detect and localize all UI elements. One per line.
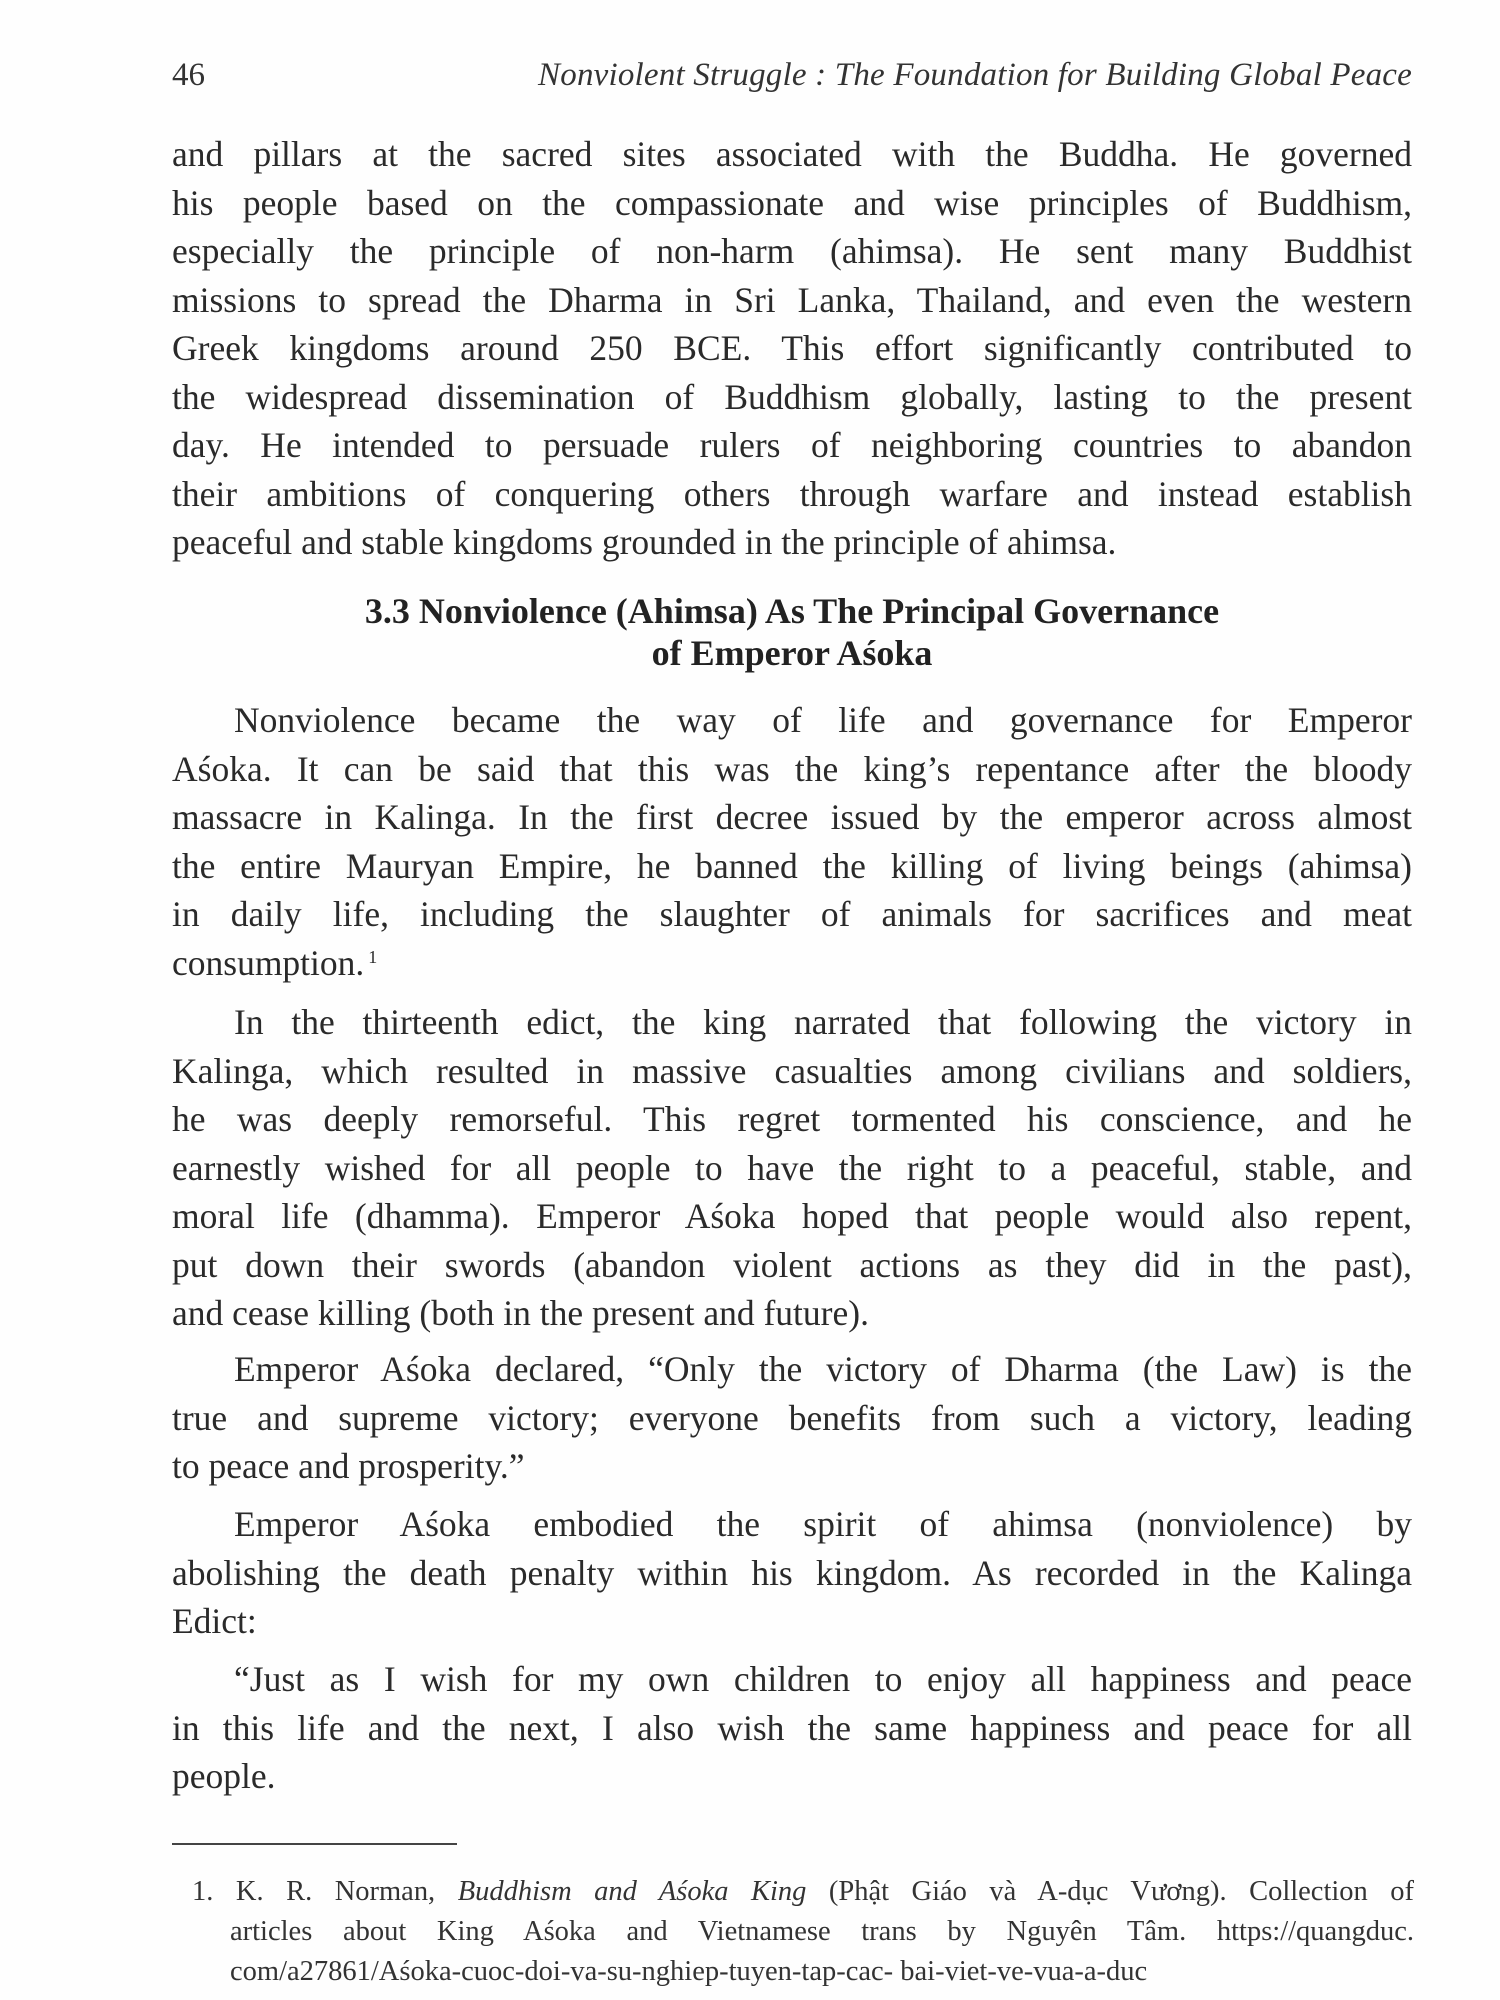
- text-line: Greek kingdoms around 250 BCE. This effort significantly contributed to: [172, 328, 1412, 368]
- section-heading: [172, 590, 1412, 674]
- text-line-content: consumption.: [172, 942, 365, 983]
- paragraph-3: [172, 1345, 1412, 1491]
- text-line: and pillars at the sacred sites associated with the Buddha. He governed: [172, 134, 1412, 174]
- running-title: Nonviolent Struggle : The Foundation for Building Global Peace: [538, 57, 1412, 93]
- section-heading-line-2: of Emperor Aśoka: [651, 633, 933, 673]
- text-line: Edict:: [172, 1601, 257, 1641]
- text-line: “Just as I wish for my own children to enjoy all happiness and peace: [234, 1659, 1412, 1699]
- paragraph-1: [172, 696, 1412, 987]
- text-line: he was deeply remorseful. This regret tormented his conscience, and he: [172, 1099, 1412, 1139]
- text-line: people.: [172, 1756, 276, 1796]
- text-line: their ambitions of conquering others through warfare and instead establish: [172, 473, 1412, 514]
- paragraph-4: [172, 1500, 1412, 1646]
- text-line: Aśoka. It can be said that this was the king’s repentance after the bloody: [172, 748, 1412, 789]
- text-line: in daily life, including the slaughter of animals for sacrifices and meat: [172, 894, 1412, 934]
- text-line: Kalinga, which resulted in massive casualties among civilians and soldiers,: [172, 1050, 1412, 1091]
- text-line: massacre in Kalinga. In the first decree issued by the emperor across almost: [172, 797, 1412, 837]
- text-line: Emperor Aśoka embodied the spirit of ahimsa (nonviolence) by: [234, 1504, 1412, 1544]
- footnote-line: articles about King Aśoka and Vietnamese trans by Nguyên Tâm. https://quangduc.: [230, 1916, 1414, 1947]
- text-line: in this life and the next, I also wish the same happiness and peace for all: [172, 1707, 1412, 1748]
- text-line: earnestly wished for all people to have the right to a peaceful, stable, and: [172, 1147, 1412, 1188]
- footnote-title: Buddhism and Aśoka King: [457, 1876, 807, 1907]
- text-line: Nonviolence became the way of life and governance for Emperor: [234, 700, 1412, 740]
- text-line: peaceful and stable kingdoms grounded in the principle of ahimsa.: [172, 522, 1117, 562]
- text-line: especially the principle of non-harm (ahimsa). He sent many Buddhist: [172, 231, 1412, 271]
- footnote-1: [192, 1872, 1414, 1992]
- text-line: to peace and prosperity.”: [172, 1446, 525, 1486]
- paragraph-5-quote: [172, 1655, 1412, 1801]
- text-line: Emperor Aśoka declared, “Only the victory of Dharma (the Law) is the: [234, 1349, 1412, 1389]
- text-line: the widespread dissemination of Buddhism globally, lasting to the present: [172, 376, 1412, 417]
- text-line: In the thirteenth edict, the king narrated that following the victory in: [234, 1002, 1412, 1042]
- footnote-author: K. R. Norman,: [235, 1876, 436, 1907]
- text-line: the entire Mauryan Empire, he banned the killing of living beings (ahimsa): [172, 845, 1412, 886]
- text-line: abolishing the death penalty within his kingdom. As recorded in the Kalinga: [172, 1552, 1412, 1593]
- page-number: 46: [172, 57, 205, 93]
- text-line: true and supreme victory; everyone benefits from such a victory, leading: [172, 1397, 1412, 1438]
- footnote-url-line[interactable]: com/a27861/Aśoka-cuoc-doi-va-su-nghiep-tuyen-tap-cac- bai-viet-ve-vua-a-duc: [230, 1956, 1148, 1987]
- text-line: missions to spread the Dharma in Sri Lanka, Thailand, and even the western: [172, 279, 1412, 320]
- running-header: [172, 50, 1412, 100]
- section-heading-line-1: 3.3 Nonviolence (Ahimsa) As The Principal Governance: [364, 591, 1220, 631]
- footnote-line: [192, 1872, 1414, 1912]
- intro-paragraph: [172, 130, 1412, 567]
- text-line: his people based on the compassionate and wise principles of Buddhism,: [172, 182, 1412, 223]
- text-line: day. He intended to persuade rulers of neighboring countries to abandon: [172, 425, 1412, 465]
- text-line: [172, 939, 1412, 988]
- paragraph-2: [172, 998, 1412, 1338]
- footnote-reference[interactable]: 1: [368, 946, 378, 967]
- text-line: put down their swords (abandon violent actions as they did in the past),: [172, 1244, 1412, 1285]
- footnote-divider: [172, 1843, 457, 1845]
- text-line: moral life (dhamma). Emperor Aśoka hoped that people would also repent,: [172, 1196, 1412, 1236]
- text-line: and cease killing (both in the present and future).: [172, 1293, 869, 1333]
- footnote-number: 1.: [192, 1876, 214, 1907]
- footnote-text: (Phật Giáo và A-dục Vương). Collection of: [828, 1876, 1414, 1907]
